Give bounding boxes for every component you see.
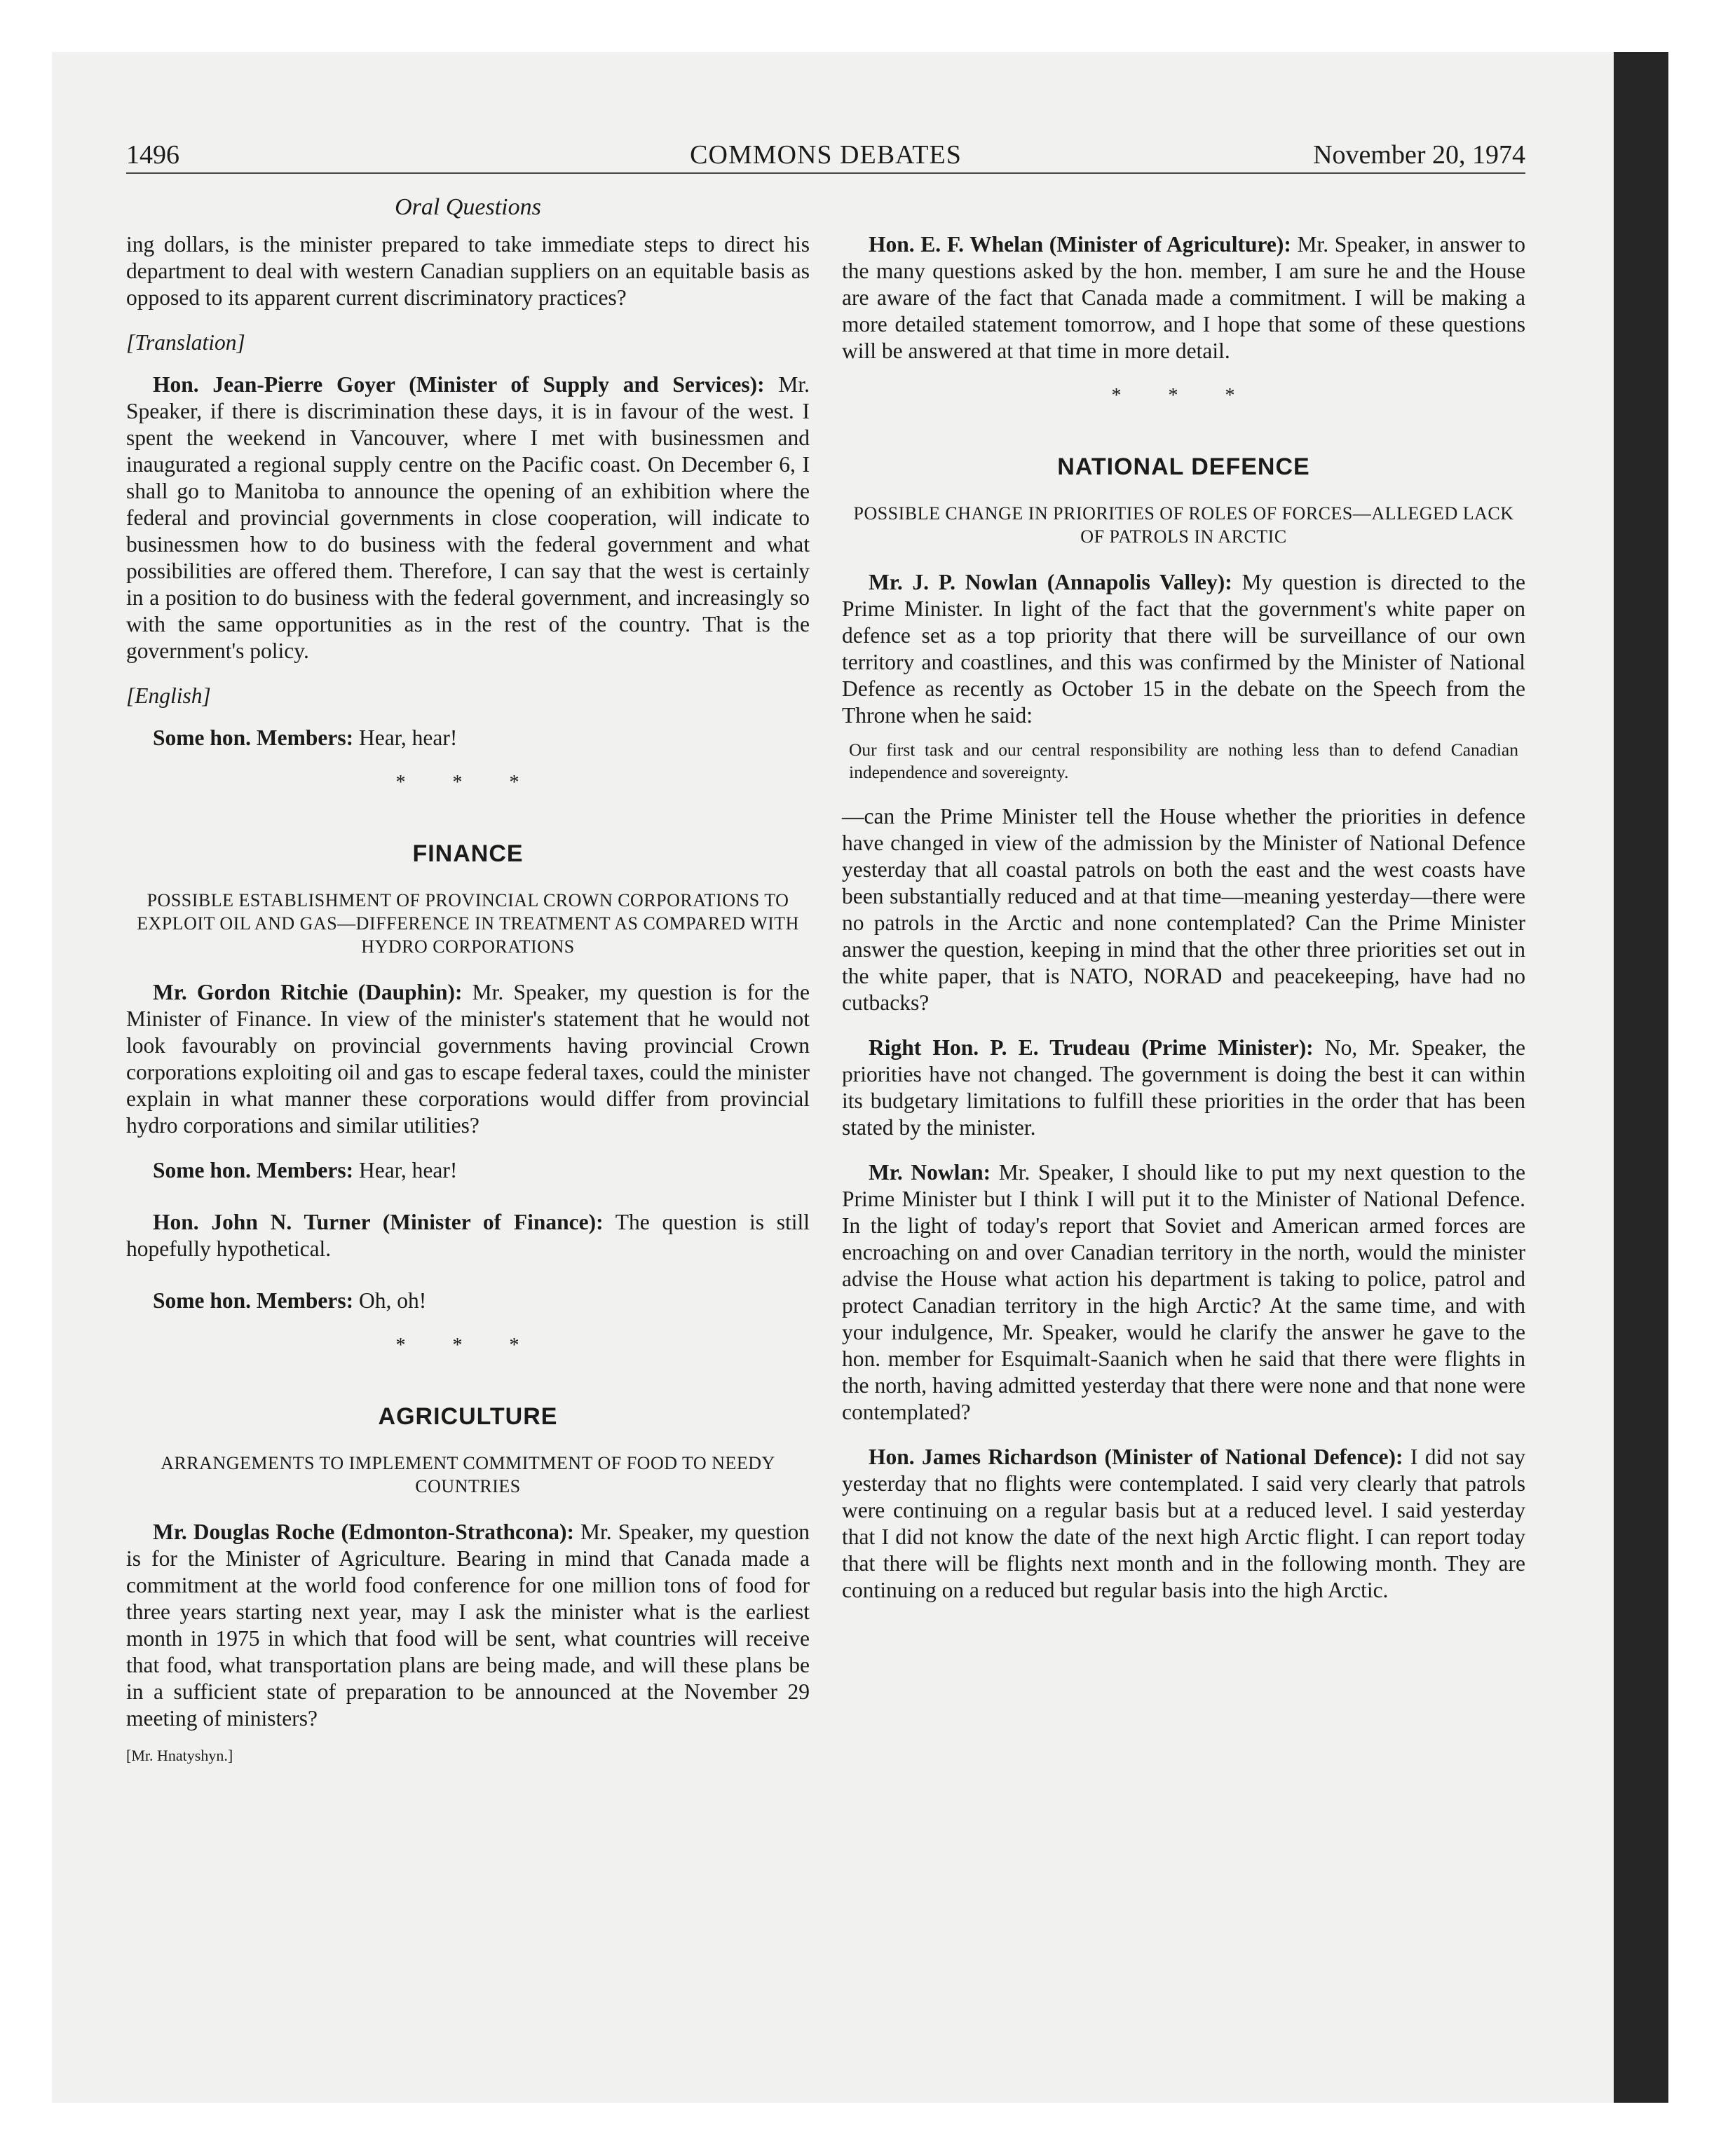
page-header	[126, 137, 1525, 172]
footnote: [Mr. Hnatyshyn.]	[126, 1747, 233, 1764]
page-number: 1496	[126, 140, 179, 170]
heading-national-defence: NATIONAL DEFENCE	[1057, 453, 1310, 480]
publication-title: COMMONS DEBATES	[690, 140, 962, 170]
speech-text: Mr. Speaker, I should like to put my next question to the Prime Minister but I think I will put it to the Minister of National Defence. In the light of today's report that Soviet and American armed forces are encroaching on and over Canadian territory in the north, would the minister advise the House what action his department is taking to police, patrol and protect Canadian territory in the high Arctic? At the same time, and with your indulgence, Mr. Speaker, would he clarify the answer he gave to the hon. member for Esquimalt-Saanich when he said that there were flights in the north, having admitted yesterday that there were none and that none were contemplated?	[842, 1160, 1526, 1424]
section-label: Oral Questions	[395, 194, 541, 220]
section-divider: * * *	[395, 772, 540, 793]
speaker-name: Some hon. Members:	[153, 1158, 354, 1182]
speech-ritchie	[126, 979, 810, 1139]
speech-text: My question is directed to the Prime Minister. In light of the fact that the government's white paper on defence set as a top priority that there will be surveillance of our own territory and coastlines, and this was confirmed by the Minister of National Defence as recently as October 15 in the debate on the Speech from the Throne when he said:	[842, 570, 1525, 728]
page-date: November 20, 1974	[1313, 140, 1525, 170]
speech-text: Mr. Speaker, my question is for the Minister of Agriculture. Bearing in mind that Canada made a commitment at the world food conference for one million tons of food for three years starting next year, may I ask the minister what is the earliest month in 1975 in which that food will be sent, what countries will receive that food, what transportation plans are being made, and will these plans be in a sufficient state of preparation to be announced at the November 29 meeting of ministers?	[126, 1520, 810, 1731]
speech-roche	[126, 1519, 810, 1732]
block-quote: Our first task and our central responsibility are nothing less than to defend Canadian independence and sovereignty.	[849, 739, 1518, 782]
section-divider: * * *	[1111, 385, 1256, 407]
speech-text: The question is still hopefully hypothetical.	[126, 1210, 810, 1261]
left-column	[126, 231, 810, 1766]
speaker-name: Hon. John N. Turner (Minister of Finance):	[153, 1210, 604, 1234]
speech-members-3	[126, 1288, 810, 1314]
speech-members-2	[126, 1157, 810, 1184]
paragraph: ing dollars, is the minister prepared to take immediate steps to direct his department to deal with western Canadian suppliers on an equitable basis as opposed to its apparent current discriminatory practices?	[126, 232, 810, 310]
speech-text: No, Mr. Speaker, the priorities have not changed. The government is doing the best it can within its budgetary limitations to fulfill these priorities in the order that has been stated by the minister.	[842, 1035, 1525, 1140]
speech-nowlan-1	[842, 569, 1525, 729]
speaker-name: Right Hon. P. E. Trudeau (Prime Minister):	[869, 1035, 1314, 1060]
speech-trudeau	[842, 1035, 1525, 1141]
subheading-finance: POSSIBLE ESTABLISHMENT OF PROVINCIAL CROWN CORPORATIONS TO EXPLOIT OIL AND GAS—DIFFERENCE IN TREATMENT AS COMPARED WITH HYDRO CORPORATIONS	[137, 890, 799, 957]
scan-edge-shadow	[1614, 52, 1668, 2103]
subheading-national-defence: POSSIBLE CHANGE IN PRIORITIES OF ROLES OF FORCES—ALLEGED LACK OF PATROLS IN ARCTIC	[853, 503, 1514, 547]
speech-whelan	[842, 231, 1525, 364]
speech-text: Hear, hear!	[353, 1158, 458, 1182]
speech-text: Mr. Speaker, my question is for the Minister of Finance. In view of the minister's statement that he would not look favourably on provincial governments having provincial Crown corporations exploiting oil and gas to escape federal taxes, could the minister explain in what manner these corporations would differ from provincial hydro corporations and similar utilities?	[126, 980, 810, 1138]
speaker-name: Mr. J. P. Nowlan (Annapolis Valley):	[869, 570, 1232, 594]
english-tag: [English]	[126, 683, 211, 708]
speech-richardson	[842, 1444, 1525, 1604]
speaker-name: Some hon. Members:	[153, 1288, 354, 1313]
speech-goyer	[126, 371, 810, 664]
speaker-name: Mr. Douglas Roche (Edmonton-Strathcona):	[153, 1520, 574, 1544]
header-rule	[126, 172, 1525, 174]
heading-agriculture: AGRICULTURE	[378, 1403, 558, 1430]
speech-turner	[126, 1209, 810, 1262]
speaker-name: Hon. E. F. Whelan (Minister of Agriculture):	[869, 232, 1291, 257]
speaker-name: Hon. Jean-Pierre Goyer (Minister of Supply and Services):	[153, 372, 765, 397]
speaker-name: Mr. Gordon Ritchie (Dauphin):	[153, 980, 463, 1004]
speech-text: Oh, oh!	[353, 1288, 427, 1313]
speaker-name: Some hon. Members:	[153, 725, 354, 750]
right-column	[842, 231, 1525, 1622]
speech-nowlan-1-continued: —can the Prime Minister tell the House whether the priorities in defence have changed in view of the admission by the Minister of National Defence yesterday that all coastal patrols on both the east and the west coasts have been substantially reduced and at that time—meaning yesterday—there were no patrols in the Arctic and none contemplated? Can the Prime Minister answer the question, keeping in mind that the other three priorities set out in the white paper, that is NATO, NORAD and peacekeeping, have had no cutbacks?	[842, 804, 1525, 1015]
speaker-name: Mr. Nowlan:	[869, 1160, 991, 1185]
translation-tag: [Translation]	[126, 330, 245, 355]
speech-text: Mr. Speaker, in answer to the many questions asked by the hon. member, I am sure he and the House are aware of the fact that Canada made a commitment. I will be making a more detailed statement tomorrow, and I hope that some of these questions will be answered at that time in more detail.	[842, 232, 1525, 363]
speech-members-1	[126, 725, 810, 751]
speech-text: I did not say yesterday that no flights were contemplated. I said very clearly that patrols were continuing on a regular basis but at a reduced level. I said yesterday that I did not know the date of the next high Arctic flight. I can report today that there will be flights next month and in the following month. They are continuing on a reduced but regular basis into the high Arctic.	[842, 1445, 1526, 1602]
subheading-agriculture: ARRANGEMENTS TO IMPLEMENT COMMITMENT OF FOOD TO NEEDY COUNTRIES	[161, 1453, 775, 1496]
speech-text: Mr. Speaker, if there is discrimination these days, it is in favour of the west. I spent the weekend in Vancouver, where I met with businessmen and inaugurated a regional supply centre on the Pacific coast. On December 6, I shall go to Manitoba to announce the opening of an exhibition where the federal and provincial governments in close cooperation, will indicate to businessmen how to do business with the federal government and what possibilities are offered them. Therefore, I can say that the west is certainly in a position to do business with the federal government, and increasingly so with the same opportunities as in the rest of the country. That is the government's policy.	[126, 372, 810, 663]
section-divider: * * *	[395, 1335, 540, 1356]
speech-nowlan-2	[842, 1159, 1525, 1426]
speech-text: Hear, hear!	[353, 725, 458, 750]
heading-finance: FINANCE	[412, 840, 524, 867]
speaker-name: Hon. James Richardson (Minister of National Defence):	[869, 1445, 1403, 1469]
